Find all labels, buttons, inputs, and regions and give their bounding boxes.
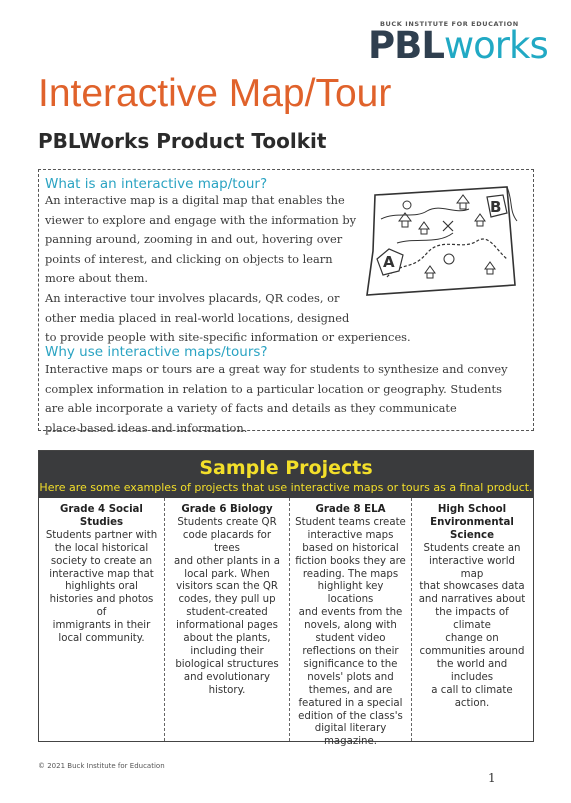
logo-pbl: PBL bbox=[368, 24, 444, 67]
project-line: significance to the bbox=[303, 658, 398, 670]
project-line: code placards for trees bbox=[182, 529, 272, 554]
what-line: viewer to explore and engage with the information by bbox=[45, 212, 357, 227]
project-line: Student teams create bbox=[295, 516, 406, 528]
pblworks-logo bbox=[368, 26, 548, 66]
project-line: biological structures bbox=[175, 658, 279, 670]
project-line: informational pages bbox=[176, 620, 278, 632]
project-heading bbox=[44, 504, 159, 530]
project-heading-line: Grade 8 ELA bbox=[315, 504, 386, 515]
what-line: An interactive map is a digital map that enables the bbox=[45, 193, 345, 207]
project-line: a call to climate action. bbox=[431, 684, 513, 709]
project-line: society to create an bbox=[50, 555, 153, 567]
project-column-grade6 bbox=[164, 498, 289, 741]
what-line: other media placed in real-world locations, designed bbox=[45, 310, 350, 325]
project-line: that showcases data bbox=[419, 581, 525, 593]
page-title: Interactive Map/Tour bbox=[38, 72, 392, 115]
project-line: and events from the bbox=[298, 607, 403, 619]
map-label-a: A bbox=[383, 253, 395, 271]
project-line: digital literary bbox=[314, 723, 387, 735]
why-line: place-based ideas and information. bbox=[45, 420, 248, 435]
logo-tagline: BUCK INSTITUTE FOR EDUCATION bbox=[380, 20, 519, 28]
project-line: the impacts of climate bbox=[435, 607, 509, 632]
project-line: student-created bbox=[186, 607, 268, 619]
project-line: history. bbox=[208, 684, 246, 696]
map-label-b: B bbox=[490, 198, 502, 216]
logo-works: works bbox=[443, 24, 548, 67]
why-line: are able incorporate a variety of facts and details as they communicate bbox=[45, 401, 457, 416]
project-line: immigrants in their bbox=[52, 620, 151, 632]
project-line: reflections on their bbox=[302, 645, 399, 657]
project-heading bbox=[417, 504, 527, 543]
project-line: change on bbox=[445, 633, 499, 645]
project-heading-line: Environmental bbox=[430, 516, 514, 528]
info-box bbox=[38, 169, 534, 435]
project-line: student video bbox=[315, 633, 386, 645]
project-line: and evolutionary bbox=[183, 671, 271, 683]
project-heading bbox=[295, 504, 406, 517]
project-heading-line: Science bbox=[450, 529, 494, 541]
project-line: highlight key locations bbox=[317, 581, 384, 606]
project-line: highlights oral bbox=[65, 581, 138, 593]
project-column-highschool bbox=[411, 498, 532, 741]
project-line: the world and includes bbox=[436, 658, 508, 683]
project-line: novels, along with bbox=[304, 620, 397, 632]
project-heading-line: Grade 6 Biology bbox=[181, 504, 273, 515]
page-subtitle: PBLWorks Product Toolkit bbox=[38, 129, 327, 153]
what-line: to provide people with site-specific information or experiences. bbox=[45, 330, 411, 345]
project-line: visitors scan the QR bbox=[176, 581, 278, 593]
project-heading-line: Studies bbox=[79, 516, 124, 528]
project-line: fiction books they are bbox=[295, 555, 406, 567]
project-line: reading. The maps bbox=[302, 568, 399, 580]
what-line: more about them. bbox=[45, 271, 149, 286]
project-line: magazine. bbox=[323, 736, 378, 748]
project-line: and other plants in a bbox=[173, 555, 281, 567]
project-line: and narratives about bbox=[418, 594, 526, 606]
project-line: local park. When bbox=[184, 568, 270, 580]
what-line: panning around, zooming in and out, hovering over bbox=[45, 232, 343, 247]
project-line: about the plants, bbox=[183, 633, 271, 645]
project-line: based on historical bbox=[302, 542, 399, 554]
project-line: novels' plots and bbox=[307, 671, 394, 683]
treasure-map-icon bbox=[357, 181, 527, 301]
copyright-footer: © 2021 Buck Institute for Education bbox=[38, 762, 165, 770]
project-column-grade4 bbox=[39, 498, 164, 741]
why-line: complex information in relation to a particular location or geography. Students bbox=[45, 381, 502, 396]
project-line: themes, and are bbox=[308, 684, 393, 696]
project-line: including their bbox=[190, 645, 264, 657]
project-line: communities around bbox=[419, 645, 525, 657]
project-line: Students create QR bbox=[177, 516, 277, 528]
project-line: Students partner with bbox=[45, 529, 158, 541]
what-heading: What is an interactive map/tour? bbox=[45, 176, 268, 192]
project-line: codes, they pull up bbox=[178, 594, 276, 606]
project-column-grade8 bbox=[289, 498, 411, 748]
project-heading-line: High School bbox=[437, 504, 507, 515]
what-line: points of interest, and clicking on objects to learn bbox=[45, 251, 333, 266]
project-line: local community. bbox=[58, 633, 145, 645]
project-line: interactive world map bbox=[429, 555, 515, 580]
sample-projects-banner bbox=[39, 451, 533, 498]
sample-projects-title: Sample Projects bbox=[199, 457, 373, 479]
project-line: Students create an bbox=[423, 542, 521, 554]
project-line: interactive maps bbox=[307, 529, 394, 541]
project-line: featured in a special bbox=[298, 697, 403, 709]
what-body bbox=[45, 191, 411, 348]
project-heading bbox=[170, 504, 284, 517]
page-number: 1 bbox=[488, 771, 496, 785]
project-line: histories and photos of bbox=[49, 594, 154, 619]
sample-projects-subtitle: Here are some examples of projects that use interactive maps or tours as a final product. bbox=[39, 481, 533, 494]
why-line: Interactive maps or tours are a great way for students to synthesize and convey bbox=[45, 362, 508, 376]
what-line: An interactive tour involves placards, QR codes, or bbox=[45, 290, 340, 305]
project-line: the local historical bbox=[54, 542, 149, 554]
project-line: edition of the class's bbox=[298, 710, 403, 722]
project-line: interactive map that bbox=[49, 568, 154, 580]
why-body bbox=[45, 360, 508, 438]
project-heading-line: Grade 4 Social bbox=[60, 504, 143, 515]
sample-projects-table bbox=[38, 450, 534, 748]
why-heading: Why use interactive maps/tours? bbox=[45, 344, 268, 360]
